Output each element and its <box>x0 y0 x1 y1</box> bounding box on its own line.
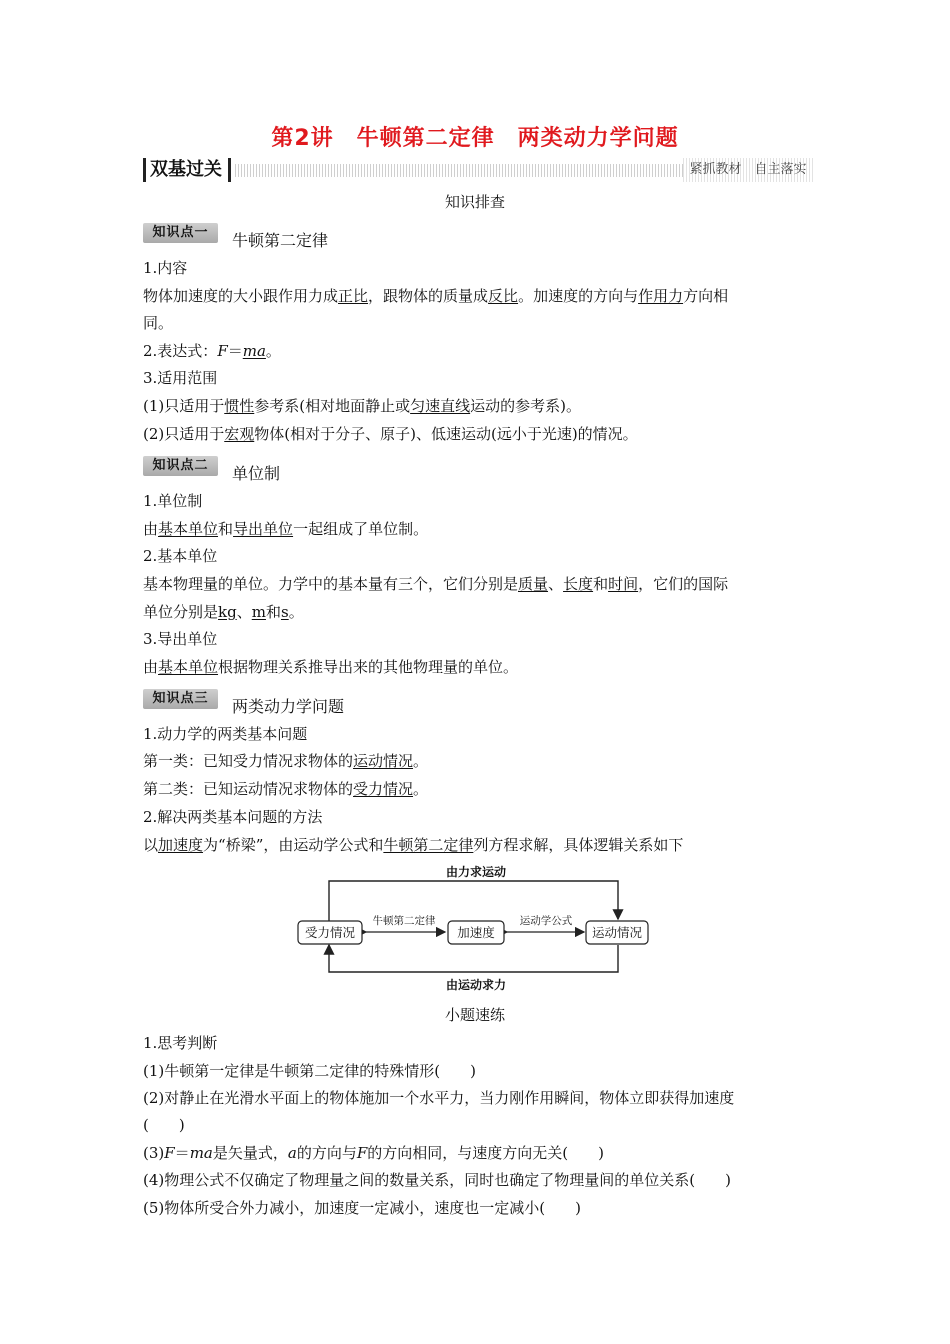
kp1-para1: 物体加速度的大小跟作用力成正比，跟物体的质量成反比。加速度的方向与作用力方向相 <box>143 287 729 305</box>
kp2-para4: 由基本单位根据物理关系推导出来的其他物理量的单位。 <box>143 658 519 676</box>
kp2-h3: 3.导出单位 <box>143 630 218 648</box>
banner-stripe <box>235 164 683 177</box>
kp1-scope1: (1)只适用于惯性参考系(相对地面静止或匀速直线运动的参考系)。 <box>143 397 581 415</box>
question-5: (5)物体所受合外力减小，加速度一定减小，速度也一定减小( ) <box>143 1199 581 1217</box>
question-2-blank: ( ) <box>143 1116 185 1134</box>
kp1-h1: 1.内容 <box>143 259 188 277</box>
question-1: (1)牛顿第一定律是牛顿第二定律的特殊情形( ) <box>143 1062 476 1080</box>
box-force-label: 受力情况 <box>304 925 356 940</box>
kp2-tag: 知识点二 <box>143 456 218 476</box>
logic-diagram <box>290 862 660 994</box>
kp1-formula: 2.表达式：F＝ma。 <box>143 342 281 360</box>
kp2-h2: 2.基本单位 <box>143 547 218 565</box>
banner-right-label: 紧抓教材 自主落实 <box>683 158 813 182</box>
practice-heading: 小题速练 <box>444 1006 505 1024</box>
box-acceleration-label: 加速度 <box>457 925 495 940</box>
arrow-newton-label: 牛顿第二定律 <box>372 915 436 927</box>
arrow-kinematics-label: 运动学公式 <box>519 915 573 927</box>
kp3-h2: 2.解决两类基本问题的方法 <box>143 808 323 826</box>
kp1-title: 牛顿第二定律 <box>232 231 329 250</box>
kp1-para1-cont: 同。 <box>143 314 174 332</box>
bottom-loop-arrow <box>329 945 618 972</box>
kp2-title: 单位制 <box>232 464 281 483</box>
kp1-scope2: (2)只适用于宏观物体(相对于分子、原子)、低速运动(远小于光速)的情况。 <box>143 425 638 443</box>
kp3-title: 两类动力学问题 <box>232 697 345 716</box>
bottom-loop-label: 由运动求力 <box>445 978 507 992</box>
top-loop-label: 由力求运动 <box>445 865 507 879</box>
question-2: (2)对静止在光滑水平面上的物体施加一个水平力，当力刚作用瞬间，物体立即获得加速度 <box>143 1089 735 1107</box>
kp3-case1: 第一类：已知受力情况求物体的运动情况。 <box>143 752 429 770</box>
kp1-tag: 知识点一 <box>143 223 218 243</box>
kp2-para2: 基本物理量的单位。力学中的基本量有三个，它们分别是质量、长度和时间，它们的国际 <box>143 575 729 593</box>
kp3-tag: 知识点三 <box>143 689 218 709</box>
kp3-para1: 以加速度为“桥梁”，由运动学公式和牛顿第二定律列方程求解，具体逻辑关系如下 <box>143 836 684 854</box>
kp1-h3: 3.适用范围 <box>143 369 218 387</box>
page-title: 第2讲 牛顿第二定律 两类动力学问题 <box>271 126 679 151</box>
practice-h1: 1.思考判断 <box>143 1034 218 1052</box>
section-banner <box>143 158 813 184</box>
knowledge-heading: 知识排查 <box>444 193 505 211</box>
question-4: (4)物理公式不仅确定了物理量之间的数量关系，同时也确定了物理量间的单位关系( ) <box>143 1171 731 1189</box>
banner-label: 双基过关 <box>143 158 231 182</box>
kp2-h1: 1.单位制 <box>143 492 203 510</box>
kp2-para3: 单位分别是kg、m和s。 <box>143 603 304 621</box>
box-motion-label: 运动情况 <box>591 925 643 940</box>
question-3: (3)F＝ma是矢量式，a的方向与F的方向相同，与速度方向无关( ) <box>143 1144 604 1162</box>
kp2-para1: 由基本单位和导出单位一起组成了单位制。 <box>143 520 429 538</box>
kp3-case2: 第二类：已知运动情况求物体的受力情况。 <box>143 780 429 798</box>
kp3-h1: 1.动力学的两类基本问题 <box>143 725 308 743</box>
